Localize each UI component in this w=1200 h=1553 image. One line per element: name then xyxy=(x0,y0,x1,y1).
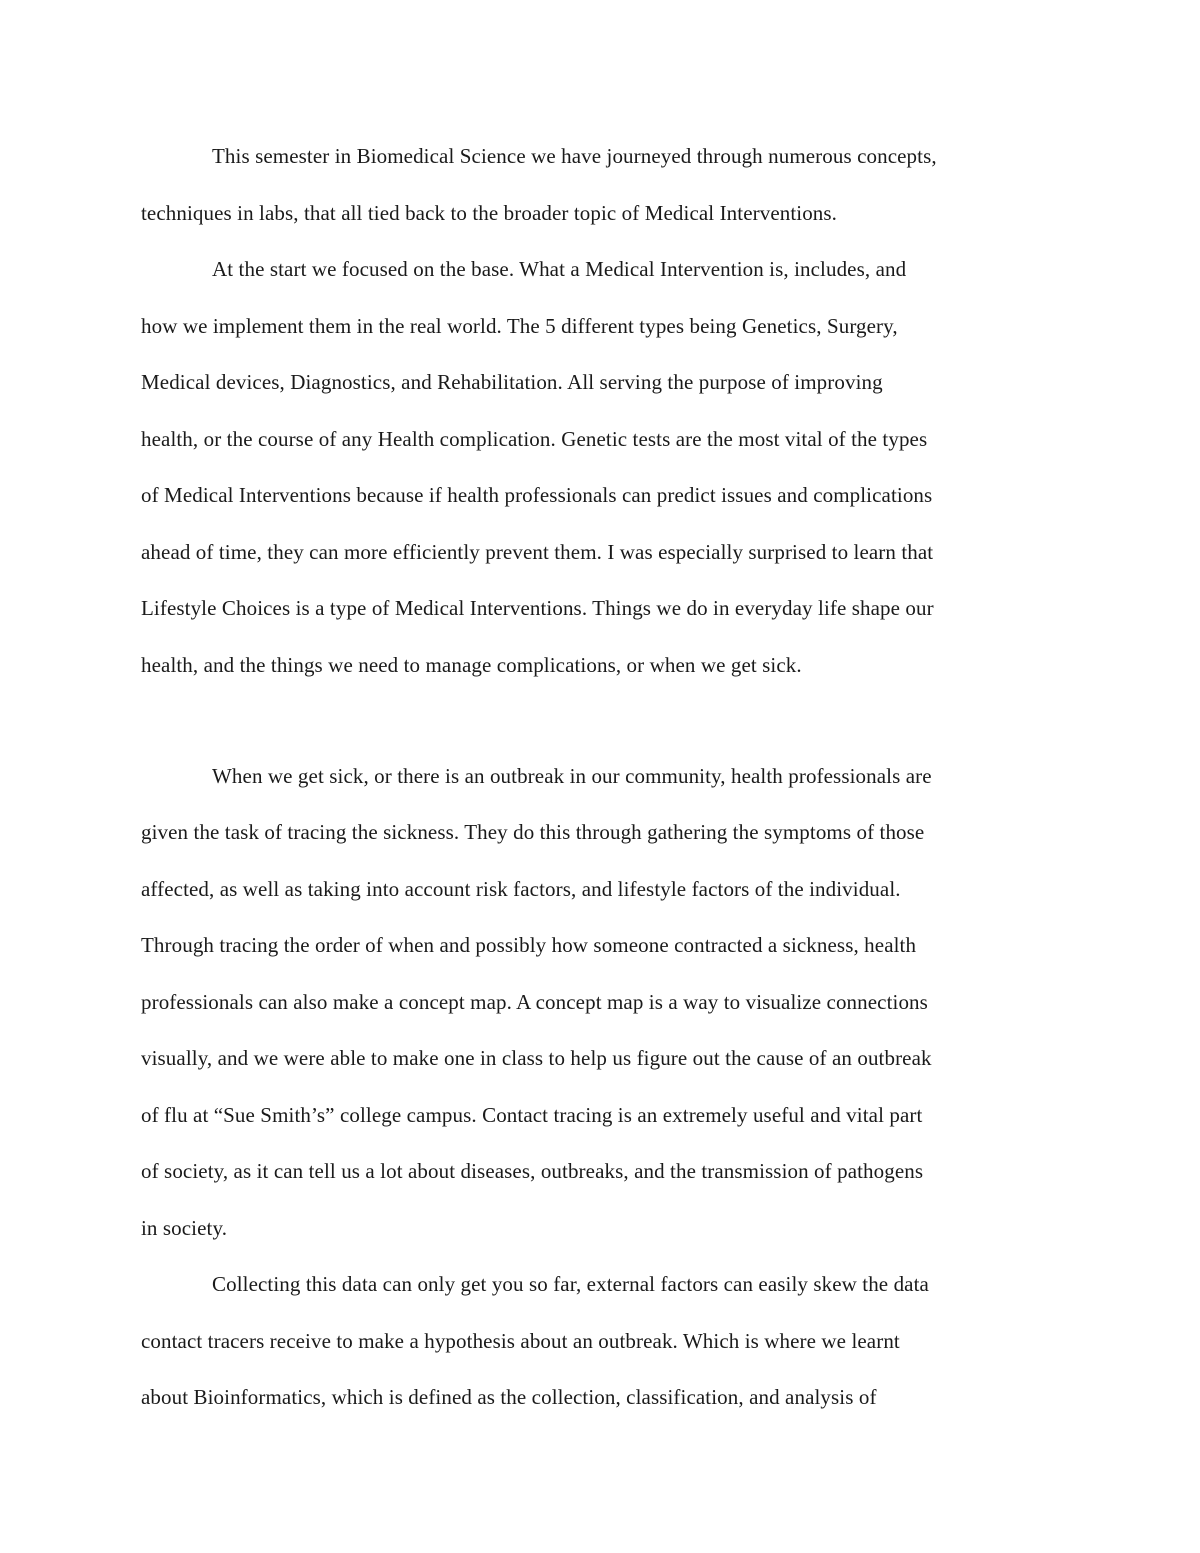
text-line: contact tracers receive to make a hypothesis about an outbreak. Which is where we learnt xyxy=(141,1329,900,1353)
text-line: Through tracing the order of when and possibly how someone contracted a sickness, health xyxy=(141,933,917,957)
text-line: Medical devices, Diagnostics, and Rehabilitation. All serving the purpose of improving xyxy=(141,370,883,394)
text-line: ahead of time, they can more efficiently prevent them. I was especially surprised to learn that xyxy=(141,540,934,564)
text-line: affected, as well as taking into account risk factors, and lifestyle factors of the individual. xyxy=(141,877,901,901)
text-line: about Bioinformatics, which is defined as the collection, classification, and analysis of xyxy=(141,1385,877,1409)
text-line: At the start we focused on the base. What a Medical Intervention is, includes, and xyxy=(212,257,907,281)
text-line: techniques in labs, that all tied back to the broader topic of Medical Interventions. xyxy=(141,201,838,225)
text-line: Collecting this data can only get you so far, external factors can easily skew the data xyxy=(212,1272,929,1296)
text-line: of society, as it can tell us a lot about diseases, outbreaks, and the transmission of pathogens xyxy=(141,1159,924,1183)
text-line: health, or the course of any Health complication. Genetic tests are the most vital of the types xyxy=(141,427,928,451)
text-line: in society. xyxy=(141,1216,228,1240)
text-line: health, and the things we need to manage complications, or when we get sick. xyxy=(141,653,802,677)
text-line: Lifestyle Choices is a type of Medical Interventions. Things we do in everyday life shape our xyxy=(141,596,934,620)
text-line: given the task of tracing the sickness. They do this through gathering the symptoms of those xyxy=(141,820,925,844)
text-line: When we get sick, or there is an outbreak in our community, health professionals are xyxy=(212,764,932,788)
text-line: This semester in Biomedical Science we have journeyed through numerous concepts, xyxy=(212,144,937,168)
text-line: of Medical Interventions because if health professionals can predict issues and complications xyxy=(141,483,933,507)
text-line: of flu at “Sue Smith’s” college campus. Contact tracing is an extremely useful and vital part xyxy=(141,1103,923,1127)
text-line: visually, and we were able to make one in class to help us figure out the cause of an outbreak xyxy=(141,1046,932,1070)
text-line: professionals can also make a concept map. A concept map is a way to visualize connections xyxy=(141,990,928,1014)
text-line: how we implement them in the real world. The 5 different types being Genetics, Surgery, xyxy=(141,314,898,338)
